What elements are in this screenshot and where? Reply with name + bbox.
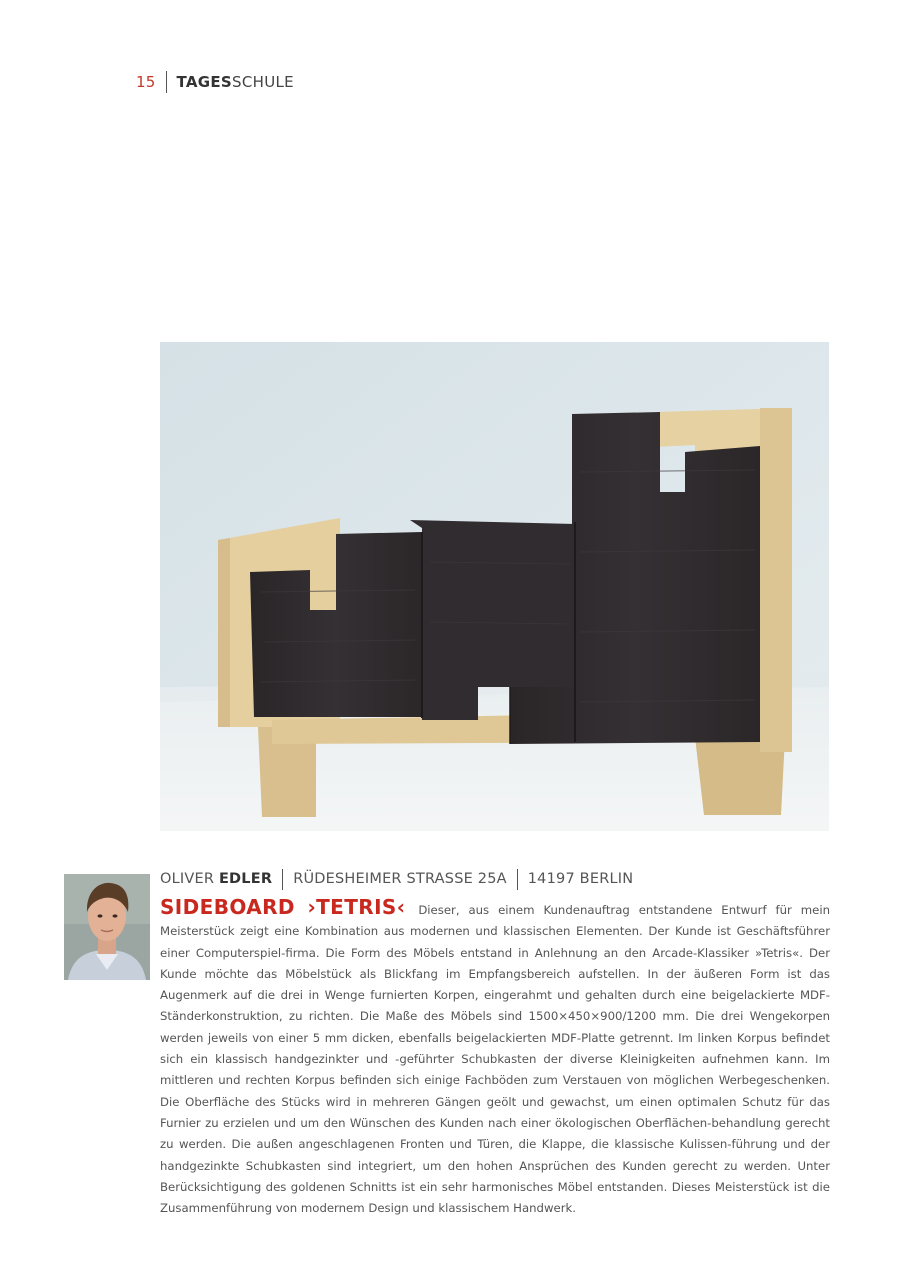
section-title-bold: TAGES — [176, 73, 233, 91]
section-title-regular: SCHULE — [232, 73, 294, 91]
author-last-name: EDLER — [218, 871, 273, 887]
author-address-line — [160, 868, 633, 890]
page-header — [136, 71, 294, 93]
article-title: SIDEBOARD ›TETRIS‹ — [160, 895, 406, 919]
author-name — [160, 871, 272, 887]
header-divider — [166, 71, 167, 93]
author-city: 14197 BERLIN — [527, 871, 634, 887]
article-body — [160, 897, 830, 1219]
page-number: 15 — [136, 73, 156, 91]
author-street: RÜDESHEIMER STRASSE 25A — [293, 871, 507, 887]
sideboard-photo — [160, 342, 829, 831]
section-title — [177, 73, 294, 91]
article-text: Dieser, aus einem Kundenauftrag entstandene Entwurf für mein Meisterstück zeigt eine Kombination aus modernen und klassischen Elementen. Der Kunde ist Geschäftsführer einer Computerspiel-firma. Die Form des Möbels entstand in Anlehnung an den Arcade-Klassiker »Tetris«. Der Kunde möchte das Möbelstück als Blickfang im Empfangsbereich aufstellen. In der äußeren Form ist das Augenmerk auf die drei in Wenge furnierten Korpen, eingerahmt und gehalten durch eine beigelackierte MDF-Ständerkonstruktion, zu richten. Die Maße des Möbels sind 1500×450×900/1200 mm. Die drei Wengekorpen werden jeweils von einer 5 mm dicken, ebenfalls beigelackierten MDF-Platte getrennt. Im linken Korpus befindet sich ein klassisch handgezinkter und -geführter Schubkasten der diverse Kleinigkeiten aufnehmen kann. Im mittleren und rechten Korpus befinden sich einige Fachböden zum Verstauen von möglichen Werbegeschenken. Die Oberfläche des Stücks wird in mehreren Gängen geölt und gewachst, um einen optimalen Schutz für das Furnier zu erzielen und um den Wünschen des Kunden nach einer ökologischen Oberflächen-behandlung gerecht zu werden. Die außen angeschlagenen Fronten und Türen, die Klappe, die klassische Kulissen-führung und der handgezinkte Schubkasten sind integriert, um den hohen Ansprüchen des Kunden gerecht zu werden. Unter Berücksichtigung des goldenen Schnitts ist ein sehr harmonisches Möbel entstanden. Dieses Meisterstück ist die Zusammenführung von modernem Design und klassischem Handwerk. — [160, 903, 830, 1216]
meta-divider — [517, 869, 518, 890]
meta-divider — [282, 869, 283, 890]
author-first-name: OLIVER — [160, 871, 215, 887]
author-portrait — [64, 874, 150, 980]
